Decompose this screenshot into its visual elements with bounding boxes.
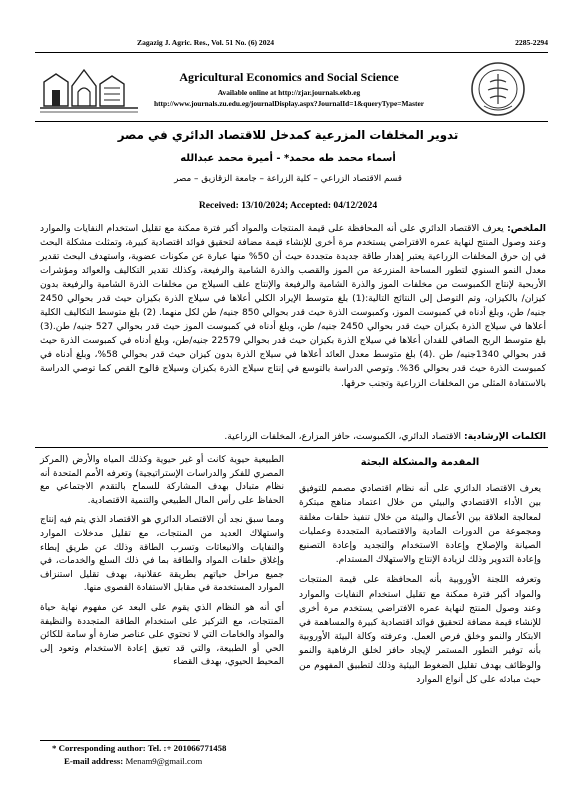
paragraph: الطبيعية حيوية كانت أو غير حيوية وكذلك المياه والأرض (المركز المصري للفكر والدراسات الإستراتيجية) وتعرفه الأمم المتحدة أنه نظام متبادل بهدف المشاركة للسماح بالتقدم الاجتماعي مع الحفاظ على رأس المال الطبيعي والتنمية الاقتصادية. (40, 455, 284, 506)
faculty-of-agriculture-seal (470, 60, 526, 118)
page-range: 2285-2294 (515, 38, 548, 47)
header-divider (35, 121, 548, 122)
keywords-label: الكلمات الإرشادية: (463, 432, 546, 442)
email-address[interactable]: Menam9@gmail.com (125, 756, 203, 766)
paragraph: وتعرفه اللجنة الأوروبية بأنه المحافظة على قيمة المنتجات والمواد أكبر فترة ممكنة مع تقليل استخدام النفايات والموارد وعند وصول المنتج لنهاية عمره الافتراضي يستخدم مرة أخرى للإنشاء قيمة مضافة لتحقيق فوائد اقتصادية كبيرة والمساهمة في الابتكار والنمو وخلق فرص العمل. وعرفته وكالة البيئة الأوروبية بأنه توفير التطور المستمر لإيجاد حافز لخلق الرفاهية والنمو والوظائف بهدف تقليل الضغوط البيئية وذلك لتطبيق المفهوم من حيث مبادئه على كل أنواع الموارد (299, 575, 541, 685)
abstract-divider (35, 447, 548, 448)
email-label: E-mail address: (64, 756, 124, 766)
journal-url[interactable]: http://www.journals.zu.edu.eg/journalDisplay.aspx?JournalId=1&queryType=Master (153, 99, 425, 108)
journal-citation: Zagazig J. Agric. Res., Vol. 51 No. (6) 2024 (137, 38, 275, 47)
journal-title: Agricultural Economics and Social Science (179, 70, 399, 84)
abstract (40, 222, 546, 391)
paragraph: يعرف الاقتصاد الدائري على أنه نظام اقتصادي مصمم للتوفيق بين الأداء الاقتصادي والبيئي من خلال اعتماد مناهج مبتكرة لمعالجة العلاقة بين الأعمال والبيئة من خلال تنفيذ حلقات مغلقة ومجموعة من الدورات المادية والاقتصادية المتجددة وعمليات الصيانة والإصلاح وإعادة الاستخدام والتجديد وإعادة التصنيع وإعادة التدوير وذلك لزيادة الإنتاج والاستهلاك المستدام. (299, 484, 541, 566)
body-column-right (299, 456, 541, 693)
footnote-rule (40, 740, 200, 741)
zagazig-university-logo (38, 62, 142, 114)
received-accepted-dates: Received: 13/10/2024; Accepted: 04/12/2024 (198, 200, 378, 211)
paragraph: أي أنه هو النظام الذي يقوم على البعد عن مفهوم نهاية حياة المنتجات، مع التركيز على استخدام الطاقة المتجددة والنظيفة والمواد والخامات التي لا تحتوي على عناصر ضارة أو سامة للكائن الحي أو الطبيعة، والتي قد تعيق إعادة الاستخدام وتعود إلى المحيط الحيوي، بهدف القضاء (40, 602, 284, 668)
keywords (40, 432, 546, 442)
header-rule (35, 52, 548, 53)
keywords-text: الاقتصاد الدائري، الكمبوست، حافز المزارع، المخلفات الزراعية. (224, 432, 464, 442)
body-column-left (40, 454, 284, 676)
section-heading: المقدمة والمشكلة البحثة (360, 457, 480, 468)
corresponding-author: * Corresponding author: Tel. :+ 201066771458 (52, 743, 227, 753)
email-line (64, 756, 202, 766)
article-authors: أسماء محمد طه محمد* - أميرة محمد عبدالله (180, 153, 396, 164)
paragraph: ومما سبق نجد أن الاقتصاد الدائري هو الاقتصاد الذي يتم فيه إنتاج واستهلاك العديد من المنتجات، مع تقليل مدخلات الموارد والنفايات والانبعاثات وتسرب الطاقة وذلك عن طريق إبطاء وإغلاق حلقات المواد والطاقة بما في ذلك السلع والخدمات، في جميع مراحل حياتهم بطريقة عقلانية، بهدف تقليل استنزاف الموارد المستخدمة في مقابل الاستفادة القصوى منها. (40, 515, 284, 594)
article-title: تدوير المخلفات المزرعية كمدخل للاقتصاد الدائري في مصر (117, 128, 459, 142)
abstract-label: الملخص: (507, 224, 546, 234)
abstract-text: يعرف الاقتصاد الدائري على أنه المحافظة على قيمة المنتجات والمواد أكبر فترة ممكنة مع تقليل استخدام النفايات والموارد وعند وصول المنتج لنهاية عمره الافتراضي يستخدم مرة أخرى للإنشاء قيمة مضافة لتحقيق فوائد اقتصادية كبيرة، وتمثلت مشكلة البحث في إن حرق المخلفات الزراعية يعتبر إهدار طاقة جديدة متجددة حيث أن 50% منها عبارة عن مكونات عضوية، واستهدف البحث تقدير معدل النمو السنوي لتطور المساحة المنزرعة من الموز والقصب والذرة الشامية والرفيعة، وكذلك تقدير التكاليف والعوائد ومؤشرات الأربحية لإنتاج الكمبوست من مخلفات الموز والذرة الشامية والرفيعة والإنتاج علف السيلاج من مخلفات الذرة الشامية والرفيعة بدون كيزان/ بالكيزان، وتم التوصل إلى النتائج التالية:(1) بلغ متوسط الإيراد الكلي أعلاها في سيلاج الذرة بكيزان حيث قدر بحوالي 2450 جنيه/ طن، وبلغ أدناه في كمبوست الموز، وكمبوست الذرة حيث قدر بحوالي 850 جنيه/ طن لكل منهما. (2) بلغ متوسط التكاليف الكلية أعلاها في سيلاج الذرة بكيزان حيث قدر بحوالي 2450 جنيه/ طن، وبلغ أدناه في كمبوست الموز حيث قدر بحوالي 527 جنيه/ طن.(3) بلغ متوسط الربح الصافي للفدان أعلاها في سيلاج الذرة بكيزان حيث قدر بحوالي 22579 جنيه/طن، وبلغ أدناه في كمبوست الذرة حيث قدر بحوالي 1340جنيه/ طن .(4) بلغ متوسط معدل العائد أعلاها في سيلاج الذرة بدون كيزان حيث قدر بحوالي 58%، وبلغ أدناه في كمبوست الذرة حيث قدر بحوالي 36%. وتوصي الدراسة بالتوسع في إنتاج سيلاج الذرة بكيزان وسيلاج قالوح القص كما توصي الدراسة بالاستفادة المثلى من المخلفات الزراعية وتجنب حرقها. (40, 224, 547, 389)
author-affiliation: قسم الاقتصاد الزراعي – كلية الزراعة – جامعة الزقازيق – مصر (174, 174, 402, 184)
online-availability[interactable]: Available online at http://zjar.journals.ekb.eg (217, 88, 361, 97)
